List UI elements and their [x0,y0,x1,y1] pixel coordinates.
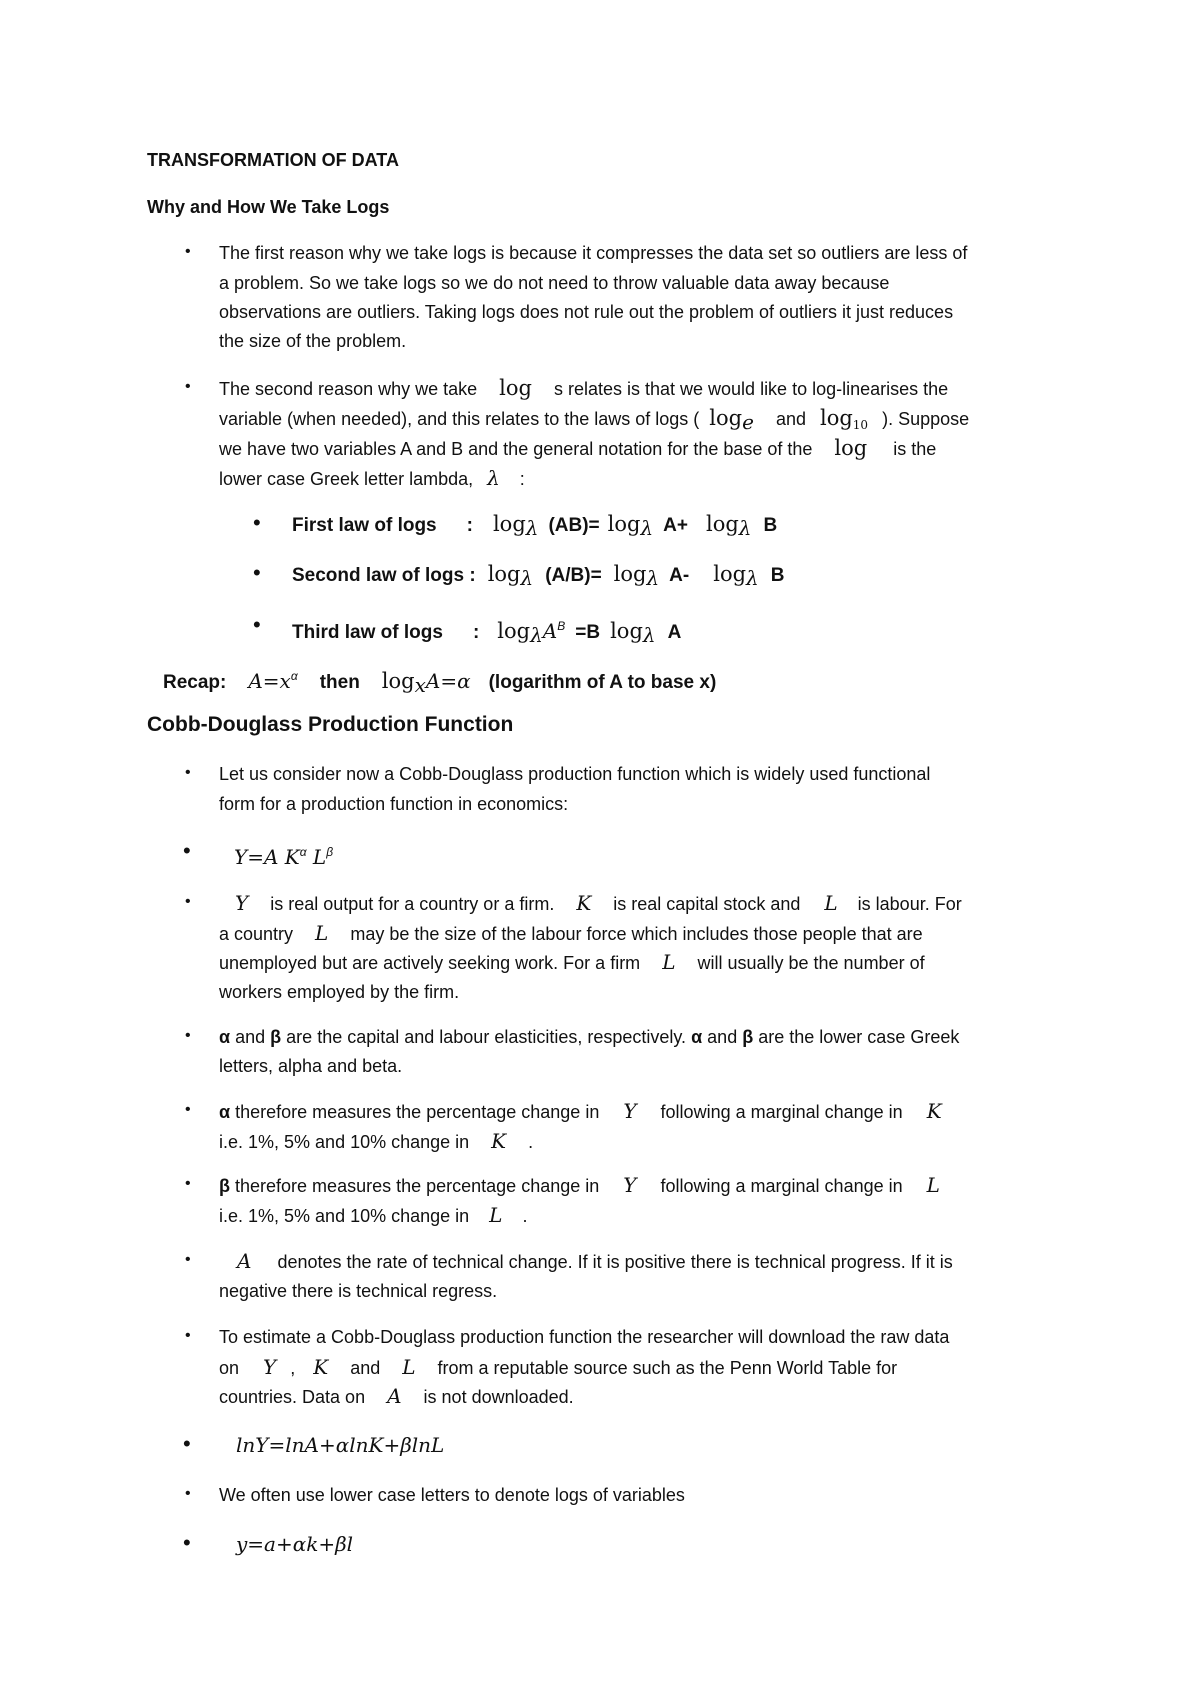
paragraph-line: Let us consider now a Cobb-Douglass production function which is widely used functional [219,764,931,784]
paragraph-line: a country L may be the size of the labour force which includes those people that are [219,921,923,945]
paragraph-line: unemployed but are actively seeking work. For a firm L will usually be the number of [219,950,925,974]
bullet-icon: • [253,612,261,637]
paragraph-line: i.e. 1%, 5% and 10% change in L . [219,1203,528,1227]
bullet-icon: • [185,1251,191,1268]
bullet-icon: • [185,1327,191,1344]
bullet-icon: • [183,1431,191,1456]
bullet-icon: • [185,1485,191,1502]
bullet-icon: • [183,838,191,863]
bullet-icon: • [185,893,191,910]
paragraph-line: form for a production function in economics: [219,794,569,814]
bullet-icon: • [253,510,261,535]
section-heading-logs: Why and How We Take Logs [147,197,390,217]
paragraph-line: α therefore measures the percentage change in Y following a marginal change in K [219,1099,942,1123]
equation-log-linear: lnY=lnA+αlnK+βlnL [236,1433,445,1457]
law-third: Third law of logs : logλA$^B$ =B logλ A [292,619,682,647]
paragraph-line: A denotes the rate of technical change. If it is positive there is technical progress. If it is [237,1249,953,1273]
paragraph-line: The second reason why we take log s relates is that we would like to log-linearises the [219,376,949,400]
paragraph-line: To estimate a Cobb-Douglass production function the researcher will download the raw data [219,1327,950,1347]
paragraph-line: lower case Greek letter lambda, λ : [219,466,525,490]
paragraph-line: the size of the problem. [219,331,407,351]
bullet-icon: • [183,1530,191,1555]
paragraph-line: variable (when needed), and this relates to the laws of logs ( loge and $\log_{10}$ ). Suppose [219,406,970,434]
bullet-icon: • [185,764,191,781]
bullet-icon: • [253,560,261,585]
bullet-icon: • [185,1175,191,1192]
document-title: TRANSFORMATION OF DATA [147,150,399,170]
paragraph-line: countries. Data on A is not downloaded. [219,1384,574,1408]
section-heading-cobb-douglass: Cobb-Douglass Production Function [147,713,514,736]
paragraph-line: we have two variables A and B and the general notation for the base of the log is the [219,436,937,460]
paragraph-line: negative there is technical regress. [219,1281,498,1301]
equation-lowercase: y=a+αk+βl [236,1532,354,1556]
paragraph-line: workers employed by the firm. [219,982,460,1002]
paragraph-line: letters, alpha and beta. [219,1056,403,1076]
paragraph-line: α and β are the capital and labour elasticities, respectively. α and β are the lower case Greek [219,1027,960,1047]
bullet-icon: • [185,243,191,260]
paragraph-line: on Y , K and L from a reputable source such as the Penn World Table for [219,1355,898,1379]
paragraph-line: We often use lower case letters to denote logs of variables [219,1485,685,1505]
law-second: Second law of logs : logλ (A/B)= logλ A- logλ B [292,562,785,590]
bullet-icon: • [185,1101,191,1118]
bullet-icon: • [185,378,191,395]
law-first: First law of logs : logλ (AB)= logλ A+ logλ B [292,512,778,540]
recap-line: Recap: $A=x^\alpha$ then logxA=α (logarithm of A to base x) [163,669,717,697]
paragraph-line: i.e. 1%, 5% and 10% change in K . [219,1129,534,1153]
paragraph-line: a problem. So we take logs so we do not need to throw valuable data away because [219,273,890,293]
paragraph-line: observations are outliers. Taking logs does not rule out the problem of outliers it just reduces [219,302,954,322]
bullet-icon: • [185,1027,191,1044]
paragraph-line: The first reason why we take logs is because it compresses the data set so outliers are less of [219,243,968,263]
paragraph-line: β therefore measures the percentage change in Y following a marginal change in L [219,1173,940,1197]
equation-cobb-douglass: Y=A $K^\alpha$ $L^\beta$ [234,845,334,869]
paragraph-line: Y is real output for a country or a firm. K is real capital stock and L is labour. For [235,891,962,915]
